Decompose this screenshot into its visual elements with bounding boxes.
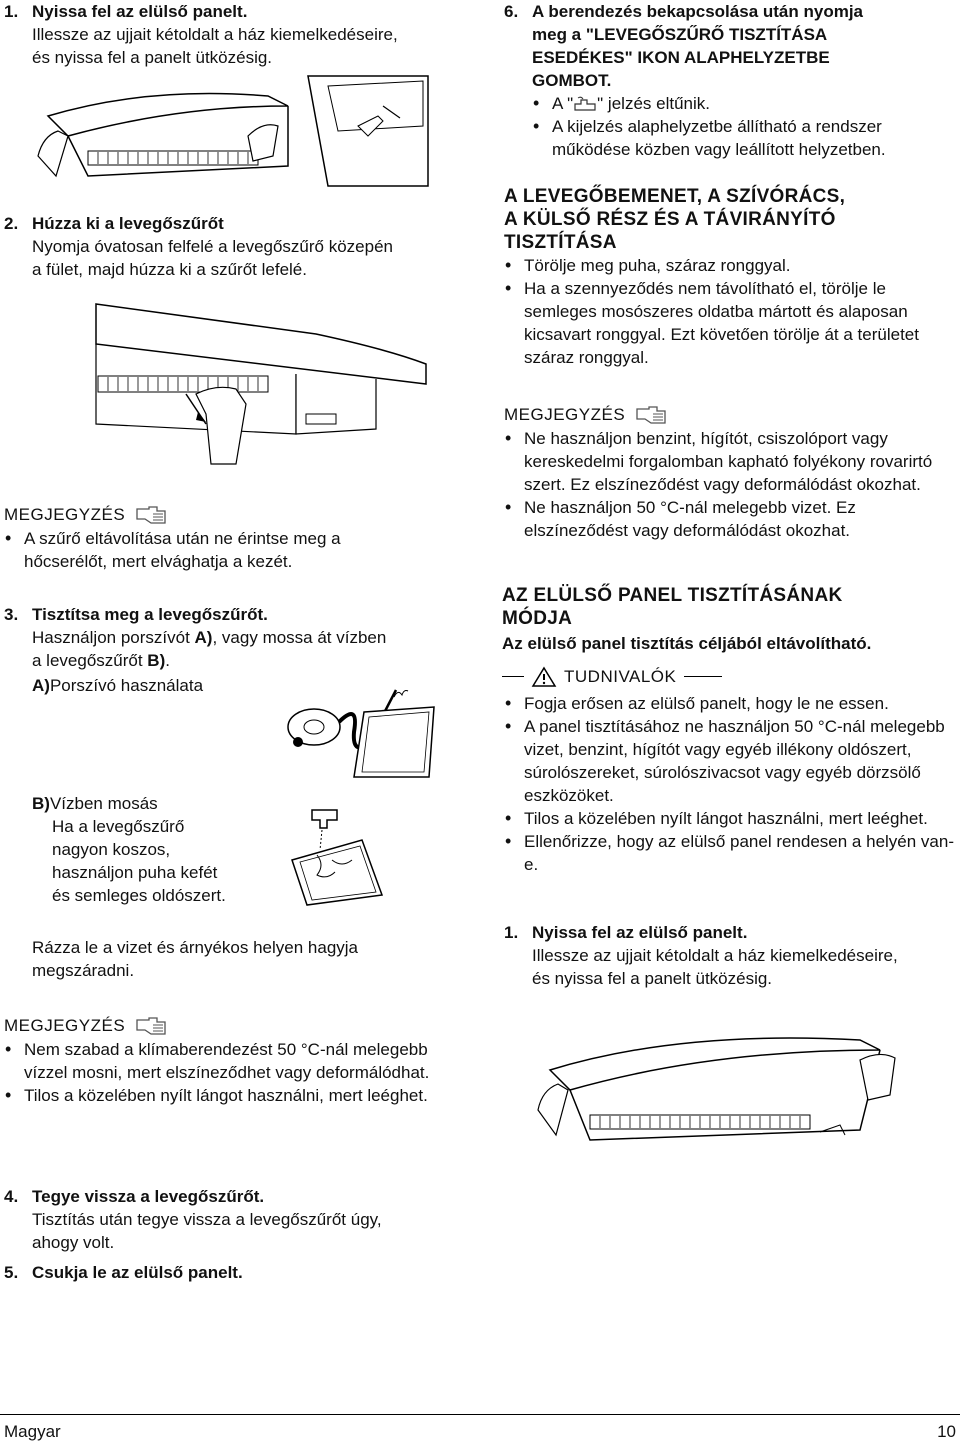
- page-number: 10: [937, 1422, 956, 1441]
- section-1-list: [504, 254, 944, 369]
- step-number: 2.: [4, 214, 19, 233]
- note-title: MEGJEGYZÉS: [504, 403, 667, 426]
- note-hand-icon: [135, 505, 167, 525]
- vacuum-illustration: [284, 682, 454, 782]
- caution-list: [504, 692, 954, 876]
- remove-filter-illustration: [86, 294, 456, 464]
- step-line: Tisztítás után tegye vissza a levegőszűrőt úgy,: [32, 1210, 382, 1229]
- step-title: Nyissa fel az elülső panelt.: [32, 2, 248, 21]
- footer-rule: [0, 1414, 960, 1415]
- step-line: Illessze az ujjait kétoldalt a ház kiemelkedéseire,: [532, 946, 898, 965]
- step-body: [504, 944, 954, 990]
- note-title: MEGJEGYZÉS: [4, 503, 167, 526]
- step-6: [504, 0, 954, 161]
- step-number: 3.: [4, 605, 19, 624]
- step-line: a fület, majd húzza ki a szűrőt lefelé.: [32, 260, 307, 279]
- open-panel-illustration: [530, 1020, 950, 1160]
- list-item: • Törölje meg puha, száraz ronggyal.: [504, 254, 944, 277]
- note-item: • A szűrő eltávolítása után ne érintse meg a hőcserélőt, mert elvághatja a kezét.: [4, 527, 394, 573]
- step-title: Tisztítsa meg a levegőszűrőt.: [32, 605, 268, 624]
- caution-item: • A panel tisztításához ne használjon 50 °C-nál melegebb vizet, benzint, hígítót vagy egyéb illékony oldószert, súrolószereket, súrolószivacsot vagy egyéb dörzsölő eszközöket.: [504, 715, 954, 807]
- shake-text: Rázza le a vizet és árnyékos helyen hagyja megszáradni.: [32, 938, 359, 980]
- wash-label: B)Vízben mosás: [32, 794, 158, 813]
- step-title: Nyissa fel az elülső panelt.: [532, 923, 748, 942]
- step-line: és nyissa fel a panelt ütközésig.: [532, 969, 773, 988]
- note-item: • Ne használjon benzint, hígítót, csiszolóport vagy kereskedelmi forgalomban kapható folyékony rovarirtó szert. Ez elszíneződést vagy deformálódást okozhat.: [504, 427, 954, 496]
- step-number: 5.: [4, 1263, 19, 1282]
- wash-line: nagyon koszos,: [52, 840, 171, 859]
- open-panel-illustration: [28, 66, 448, 196]
- note-item: • Nem szabad a klímaberendezést 50 °C-nál melegebb vízzel mosni, mert elszíneződhet vagy deformálódhat.: [4, 1038, 464, 1084]
- section-title: A LEVEGŐBEMENET, A SZÍVÓRÁCS, A KÜLSŐ RÉSZ ÉS A TÁVIRÁNYÍTÓ TISZTÍTÁSA: [504, 186, 846, 253]
- step-line: Illessze az ujjait kétoldalt a ház kiemelkedéseire,: [32, 25, 398, 44]
- step-number: 1.: [504, 923, 519, 942]
- step-1-panel: [504, 921, 954, 990]
- step-body: [4, 626, 474, 672]
- note-list: [504, 427, 954, 542]
- section-subtitle: Az elülső panel tisztítás céljából eltávolítható.: [502, 634, 872, 653]
- wash-line: használjon puha kefét: [52, 863, 218, 882]
- step-6-list: [504, 92, 954, 161]
- note-item: • Ne használjon 50 °C-nál melegebb vizet. Ez elszíneződést vagy deformálódást okozhat.: [504, 496, 954, 542]
- note-list: [4, 527, 394, 573]
- step-3: [4, 603, 474, 672]
- note-title: MEGJEGYZÉS: [4, 1014, 167, 1037]
- caution-item: • Ellenőrizze, hogy az elülső panel rendesen a helyén van-e.: [504, 830, 954, 876]
- step-line: ahogy volt.: [32, 1233, 115, 1252]
- section-title: AZ ELÜLSŐ PANEL TISZTÍTÁSÁNAK MÓDJA: [502, 585, 843, 629]
- wash-block: [32, 792, 292, 907]
- wash-line: és semleges oldószert.: [52, 886, 226, 905]
- step-number: 4.: [4, 1187, 19, 1206]
- step-title: Tegye vissza a levegőszűrőt.: [32, 1187, 265, 1206]
- note-list: [4, 1038, 464, 1107]
- caution-title: TUDNIVALÓK: [564, 667, 677, 686]
- step-body: [4, 1208, 474, 1254]
- step-line: és nyissa fel a panelt ütközésig.: [32, 48, 273, 67]
- step-number: 6.: [504, 2, 519, 21]
- step-1: [4, 0, 474, 69]
- list-item: • A kijelzés alaphelyzetbe állítható a rendszer működése közben vagy leállított helyzetben.: [532, 115, 954, 161]
- step-number: 1.: [4, 2, 19, 21]
- note-hand-icon: [635, 405, 667, 425]
- step-body: [4, 23, 474, 69]
- step-title: A berendezés bekapcsolása után nyomja meg a "LEVEGŐSZŰRŐ TISZTÍTÁSA ESEDÉKES" IKON ALAPHELYZETBE GOMBOT.: [532, 2, 863, 90]
- wash-line: Ha a levegőszűrő: [52, 817, 185, 836]
- list-item: • A " " jelzés eltűnik.: [532, 92, 954, 115]
- washing-illustration: [282, 800, 392, 910]
- step-line: Nyomja óvatosan felfelé a levegőszűrő közepén: [32, 237, 393, 256]
- footer-language: Magyar: [4, 1422, 61, 1441]
- step-4: [4, 1185, 474, 1254]
- filter-sign-icon: [573, 96, 597, 112]
- list-item: • Ha a szennyeződés nem távolítható el, törölje le semleges mosószeres oldatba mártott és alaposan kicsavart ronggyal. Ezt követően törölje át a területet száraz ronggyal.: [504, 277, 944, 369]
- note-hand-icon: [135, 1016, 167, 1036]
- note-item: • Tilos a közelében nyílt lángot használni, mert leéghet.: [4, 1084, 464, 1107]
- step-2: [4, 212, 474, 281]
- step-line: a levegőszűrőt B).: [32, 651, 170, 670]
- vacuum-label: A)Porszívó használata: [32, 676, 204, 695]
- caution-item: • Tilos a közelében nyílt lángot használni, mert leéghet.: [504, 807, 954, 830]
- caution-item: • Fogja erősen az elülső panelt, hogy le ne essen.: [504, 692, 954, 715]
- step-5: [4, 1261, 474, 1284]
- warning-triangle-icon: [532, 667, 556, 687]
- caution-header: [502, 665, 722, 688]
- step-title: Húzza ki a levegőszűrőt: [32, 214, 224, 233]
- step-line: Használjon porszívót A), vagy mossa át vízben: [32, 628, 387, 647]
- step-title: Csukja le az elülső panelt.: [32, 1263, 243, 1282]
- step-body: [4, 235, 474, 281]
